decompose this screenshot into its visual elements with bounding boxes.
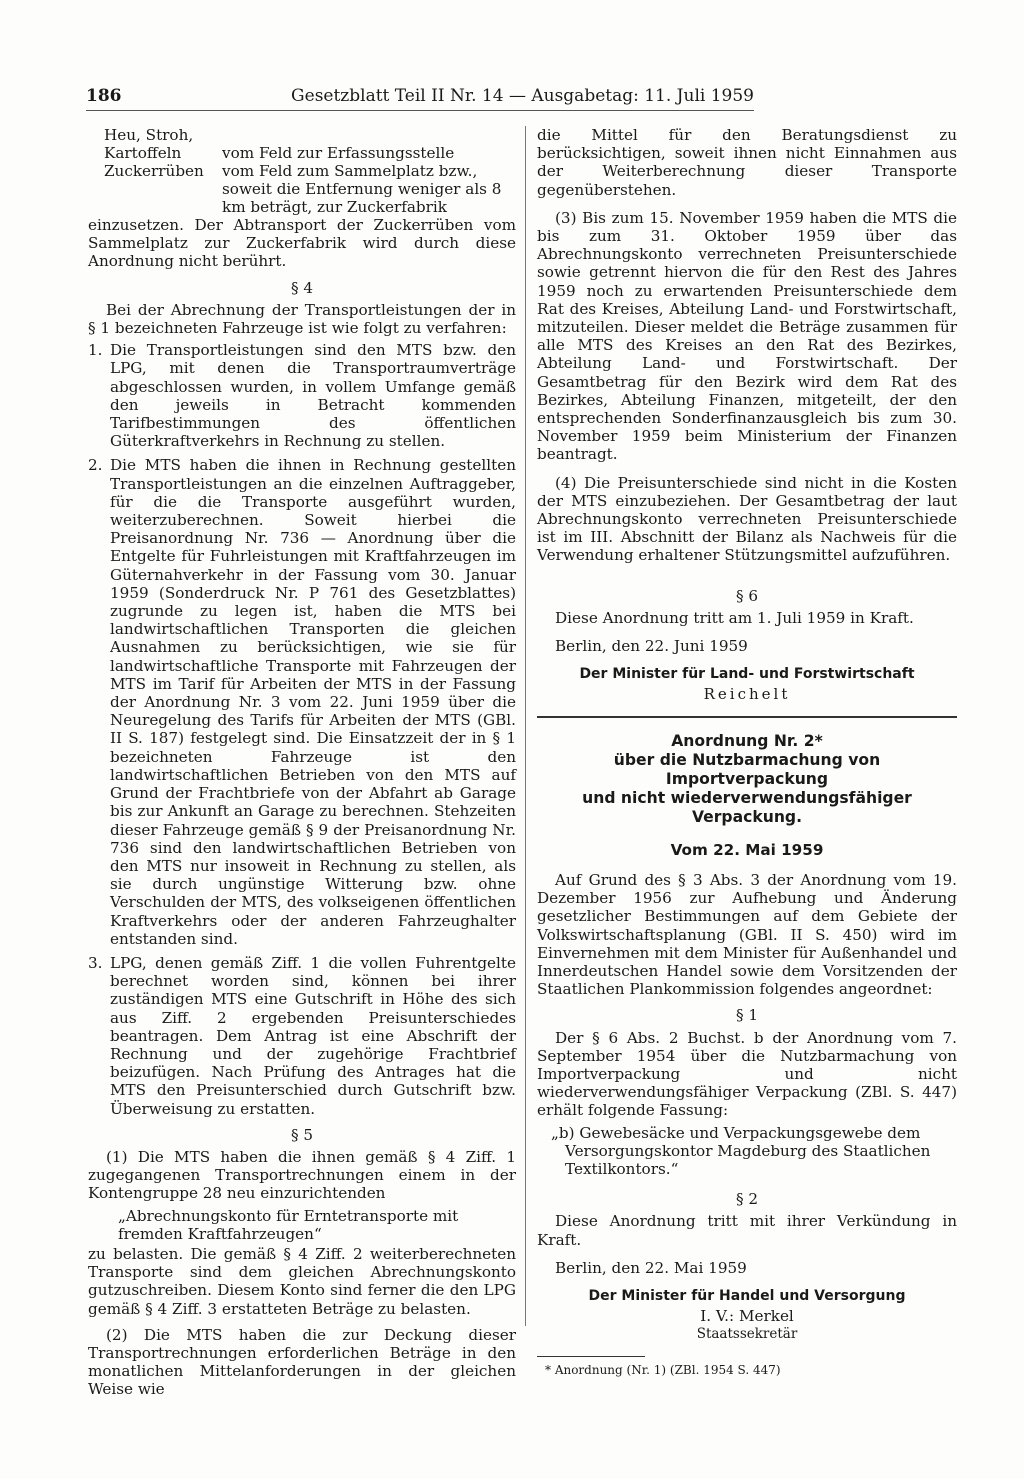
crop-label: Zuckerrüben bbox=[104, 162, 204, 180]
list-number: 2. bbox=[88, 456, 103, 475]
signatory-name: Reichelt bbox=[703, 685, 791, 704]
crop-value bbox=[222, 126, 516, 144]
paragraph: Diese Anordnung tritt mit ihrer Verkündung in Kraft. bbox=[537, 1212, 957, 1249]
quoted-amendment: „b) Gewebesäcke und Verpackungsgewebe dem Versorgungskontor Magdeburg des Staatlichen Textilkontors.“ bbox=[551, 1123, 931, 1178]
minister-title: Der Minister für Handel und Versorgung bbox=[588, 1287, 906, 1304]
paragraph: Diese Anordnung tritt am 1. Juli 1959 in Kraft. bbox=[555, 608, 914, 627]
quoted-account-name: „Abrechnungskonto für Erntetransporte mit fremden Kraftfahrzeugen“ bbox=[118, 1206, 459, 1243]
crop-label: Heu, Stroh, bbox=[104, 126, 194, 144]
paragraph: Bei der Abrechnung der Transportleistungen der in § 1 bezeichneten Fahrzeuge ist wie folgt zu verfahren: bbox=[88, 300, 516, 338]
page-number: 186 bbox=[86, 86, 122, 106]
section-heading: § 1 bbox=[735, 1006, 759, 1025]
list-text: Die Transportleistungen sind den MTS bzw. den LPG, mit denen die Transportraumverträge abgeschlossen wurden, in vollem Umfange gemäß den jeweils in Betracht kommenden Tarifbestimmungen des öffentlichen Güterkraftverkehrs in Rechnung zu stellen. bbox=[110, 341, 516, 451]
paragraph: (1) Die MTS haben die ihnen gemäß § 4 Ziff. 1 zugegangenen Transportrechnungen einem in der Kontengruppe 28 neu einzurichtenden bbox=[88, 1147, 516, 1203]
running-title: Gesetzblatt Teil II Nr. 14 — Ausgabetag: 11. Juli 1959 bbox=[291, 86, 754, 106]
list-number: 1. bbox=[88, 341, 103, 360]
page-header bbox=[86, 86, 754, 111]
section-rule bbox=[537, 716, 957, 718]
minister-title: Der Minister für Land- und Forstwirtschaft bbox=[579, 666, 915, 683]
list-item bbox=[88, 954, 516, 1118]
column-divider bbox=[525, 126, 526, 1326]
footnote-rule bbox=[537, 1356, 645, 1357]
left-column bbox=[88, 126, 516, 1403]
section-heading: § 4 bbox=[290, 278, 314, 297]
list-item bbox=[88, 456, 516, 947]
crop-label: Kartoffeln bbox=[104, 144, 182, 162]
list-number: 3. bbox=[88, 953, 103, 972]
crop-value: vom Feld zum Sammelplatz bzw., soweit die Entfernung weniger als 8 km beträgt, zur Zuckerfabrik bbox=[222, 162, 502, 216]
list-text: LPG, denen gemäß Ziff. 1 die vollen Fuhrentgelte berechnet worden sind, können bei ihrer zuständigen MTS eine Gutschrift in Höhe des sich aus Ziff. 2 ergebenden Preisunterschiedes beantragen. Dem Antrag ist eine Abschrift der Rechnung und der zugehörige Frachtbrief beizufügen. Nach Prüfung des Antrages hat die MTS den Preisunterschied durch Gutschrift bzw. Überweisung zu erstatten. bbox=[110, 953, 516, 1118]
footnote: * Anordnung (Nr. 1) (ZBl. 1954 S. 447) bbox=[545, 1362, 781, 1377]
ordinance-title: Anordnung Nr. 2* bbox=[671, 731, 823, 750]
paragraph: (4) Die Preisunterschiede sind nicht in die Kosten der MTS einzubeziehen. Der Gesamtbetrag der laut Abrechnungskonto verrechneten Preisunterschiede ist im III. Abschnitt der Bilanz als Nachweis für die Verwendung erhaltener Stützungsmittel aufzuführen. bbox=[537, 473, 957, 565]
ordinance-title: über die Nutzbarmachung von Importverpackung bbox=[613, 750, 881, 788]
paragraph: (2) Die MTS haben die zur Deckung dieser Transportrechnungen erforderlichen Beträge in den monatlichen Mittelanforderungen in der gleichen Weise wie bbox=[88, 1325, 516, 1399]
signatory-name: I. V.: Merkel bbox=[700, 1307, 794, 1326]
list-text: Die MTS haben die ihnen in Rechnung gestellten Transportleistungen an die einzelnen Auftraggeber, für die die Transporte ausgeführt wurden, weiterzuberechnen. Soweit hierbei die Preisanordnung Nr. 736 — Anordnung über die Entgelte für Fuhrleistungen mit Kraftfahrzeugen im Güternahverkehr in der Fassung vom 30. Januar 1959 (Sonderdruck Nr. P 761 des Gesetzblattes) zugrunde zu legen ist, haben die MTS bei landwirtschaftlichen Transporten die gleichen Ausnahmen zu berücksichtigen, wie sie für landwirtschaftliche Transporte mit Fahrzeugen der MTS im Tarif für Arbeiten der MTS in der Fassung der Anordnung Nr. 3 vom 22. Juni 1959 über die Neuregelung des Tarifs für Arbeiten der MTS (GBl. II S. 187) festgelegt sind. Die Einsatzzeit der in § 1 bezeichneten Fahrzeuge ist den landwirtschaftlichen Betrieben von den MTS auf Grund der Frachtbriefe von der Abfahrt ab Garage bis zur Ankunft an Garage zu berechnen. Stehzeiten dieser Fahrzeuge gemäß § 9 der Preisanordnung Nr. 736 sind den landwirtschaftlichen Betrieben von den MTS nur insoweit in Rechnung zu stellen, als sie durch ungünstige Witterung bzw. ohne Verschulden der MTS, des volkseigenen öffentlichen Kraftverkehrs oder der anderen Fahrzeughalter entstanden sind. bbox=[110, 456, 516, 948]
signatory-role: Staatssekretär bbox=[696, 1326, 798, 1343]
paragraph: zu belasten. Die gemäß § 4 Ziff. 2 weiterberechneten Transporte sind dem gleichen Abrechnungskonto gutzuschreiben. Diesem Konto sind ferner die den LPG gemäß § 4 Ziff. 3 erstatteten Beträge zu belasten. bbox=[88, 1244, 516, 1318]
numbered-list bbox=[88, 341, 516, 1118]
right-column bbox=[537, 126, 957, 1383]
ordinance-title: und nicht wiederverwendungsfähiger Verpackung. bbox=[582, 788, 912, 826]
ordinance-date: Vom 22. Mai 1959 bbox=[670, 840, 824, 859]
section-heading: § 6 bbox=[735, 586, 759, 605]
crop-table bbox=[104, 126, 516, 216]
paragraph: Auf Grund des § 3 Abs. 3 der Anordnung vom 19. Dezember 1956 zur Aufhebung und Änderung gesetzlicher Bestimmungen auf dem Gebiete der Volkswirtschaftsplanung (GBl. II S. 450) wird im Einvernehmen mit dem Minister für Außenhandel und Innerdeutschen Handel sowie dem Vorsitzenden der Staatlichen Plankommission folgendes angeordnet: bbox=[537, 870, 957, 999]
section-heading: § 2 bbox=[735, 1190, 759, 1209]
paragraph: einzusetzen. Der Abtransport der Zuckerrüben vom Sammelplatz zur Zuckerfabrik wird durch diese Anordnung nicht berührt. bbox=[88, 216, 516, 271]
paragraph: Der § 6 Abs. 2 Buchst. b der Anordnung vom 7. September 1954 über die Nutzbarmachung von Importverpackung und nicht wiederverwendungsfähiger Verpackung (ZBl. S. 447) erhält folgende Fassung: bbox=[537, 1028, 957, 1120]
paragraph: (3) Bis zum 15. November 1959 haben die MTS die bis zum 31. Oktober 1959 über das Abrechnungskonto verrechneten Preisunterschiede sowie getrennt hiervon die für den Rest des Jahres 1959 noch zu erwartenden Preisunterschiede dem Rat des Kreises, Abteilung Land- und Forstwirtschaft, mitzuteilen. Dieser meldet die Beträge zusammen für alle MTS des Kreises an den Rat des Bezirkes, Abteilung Land- und Forstwirtschaft. Der Gesamtbetrag für den Bezirk wird dem Rat des Bezirkes, Abteilung Finanzen, mitgeteilt, der den entsprechenden Sonderfinanzausgleich bis zum 30. November 1959 beim Ministerium der Finanzen beantragt. bbox=[537, 208, 957, 464]
place-date: Berlin, den 22. Juni 1959 bbox=[555, 637, 748, 656]
section-heading: § 5 bbox=[290, 1125, 314, 1144]
place-date: Berlin, den 22. Mai 1959 bbox=[555, 1258, 747, 1277]
crop-value: vom Feld zur Erfassungsstelle bbox=[222, 144, 455, 162]
list-item bbox=[88, 341, 516, 450]
paragraph: die Mittel für den Beratungsdienst zu berücksichtigen, soweit ihnen nicht Einnahmen aus der Weiterberechnung dieser Transporte gegenüberstehen. bbox=[537, 126, 957, 199]
